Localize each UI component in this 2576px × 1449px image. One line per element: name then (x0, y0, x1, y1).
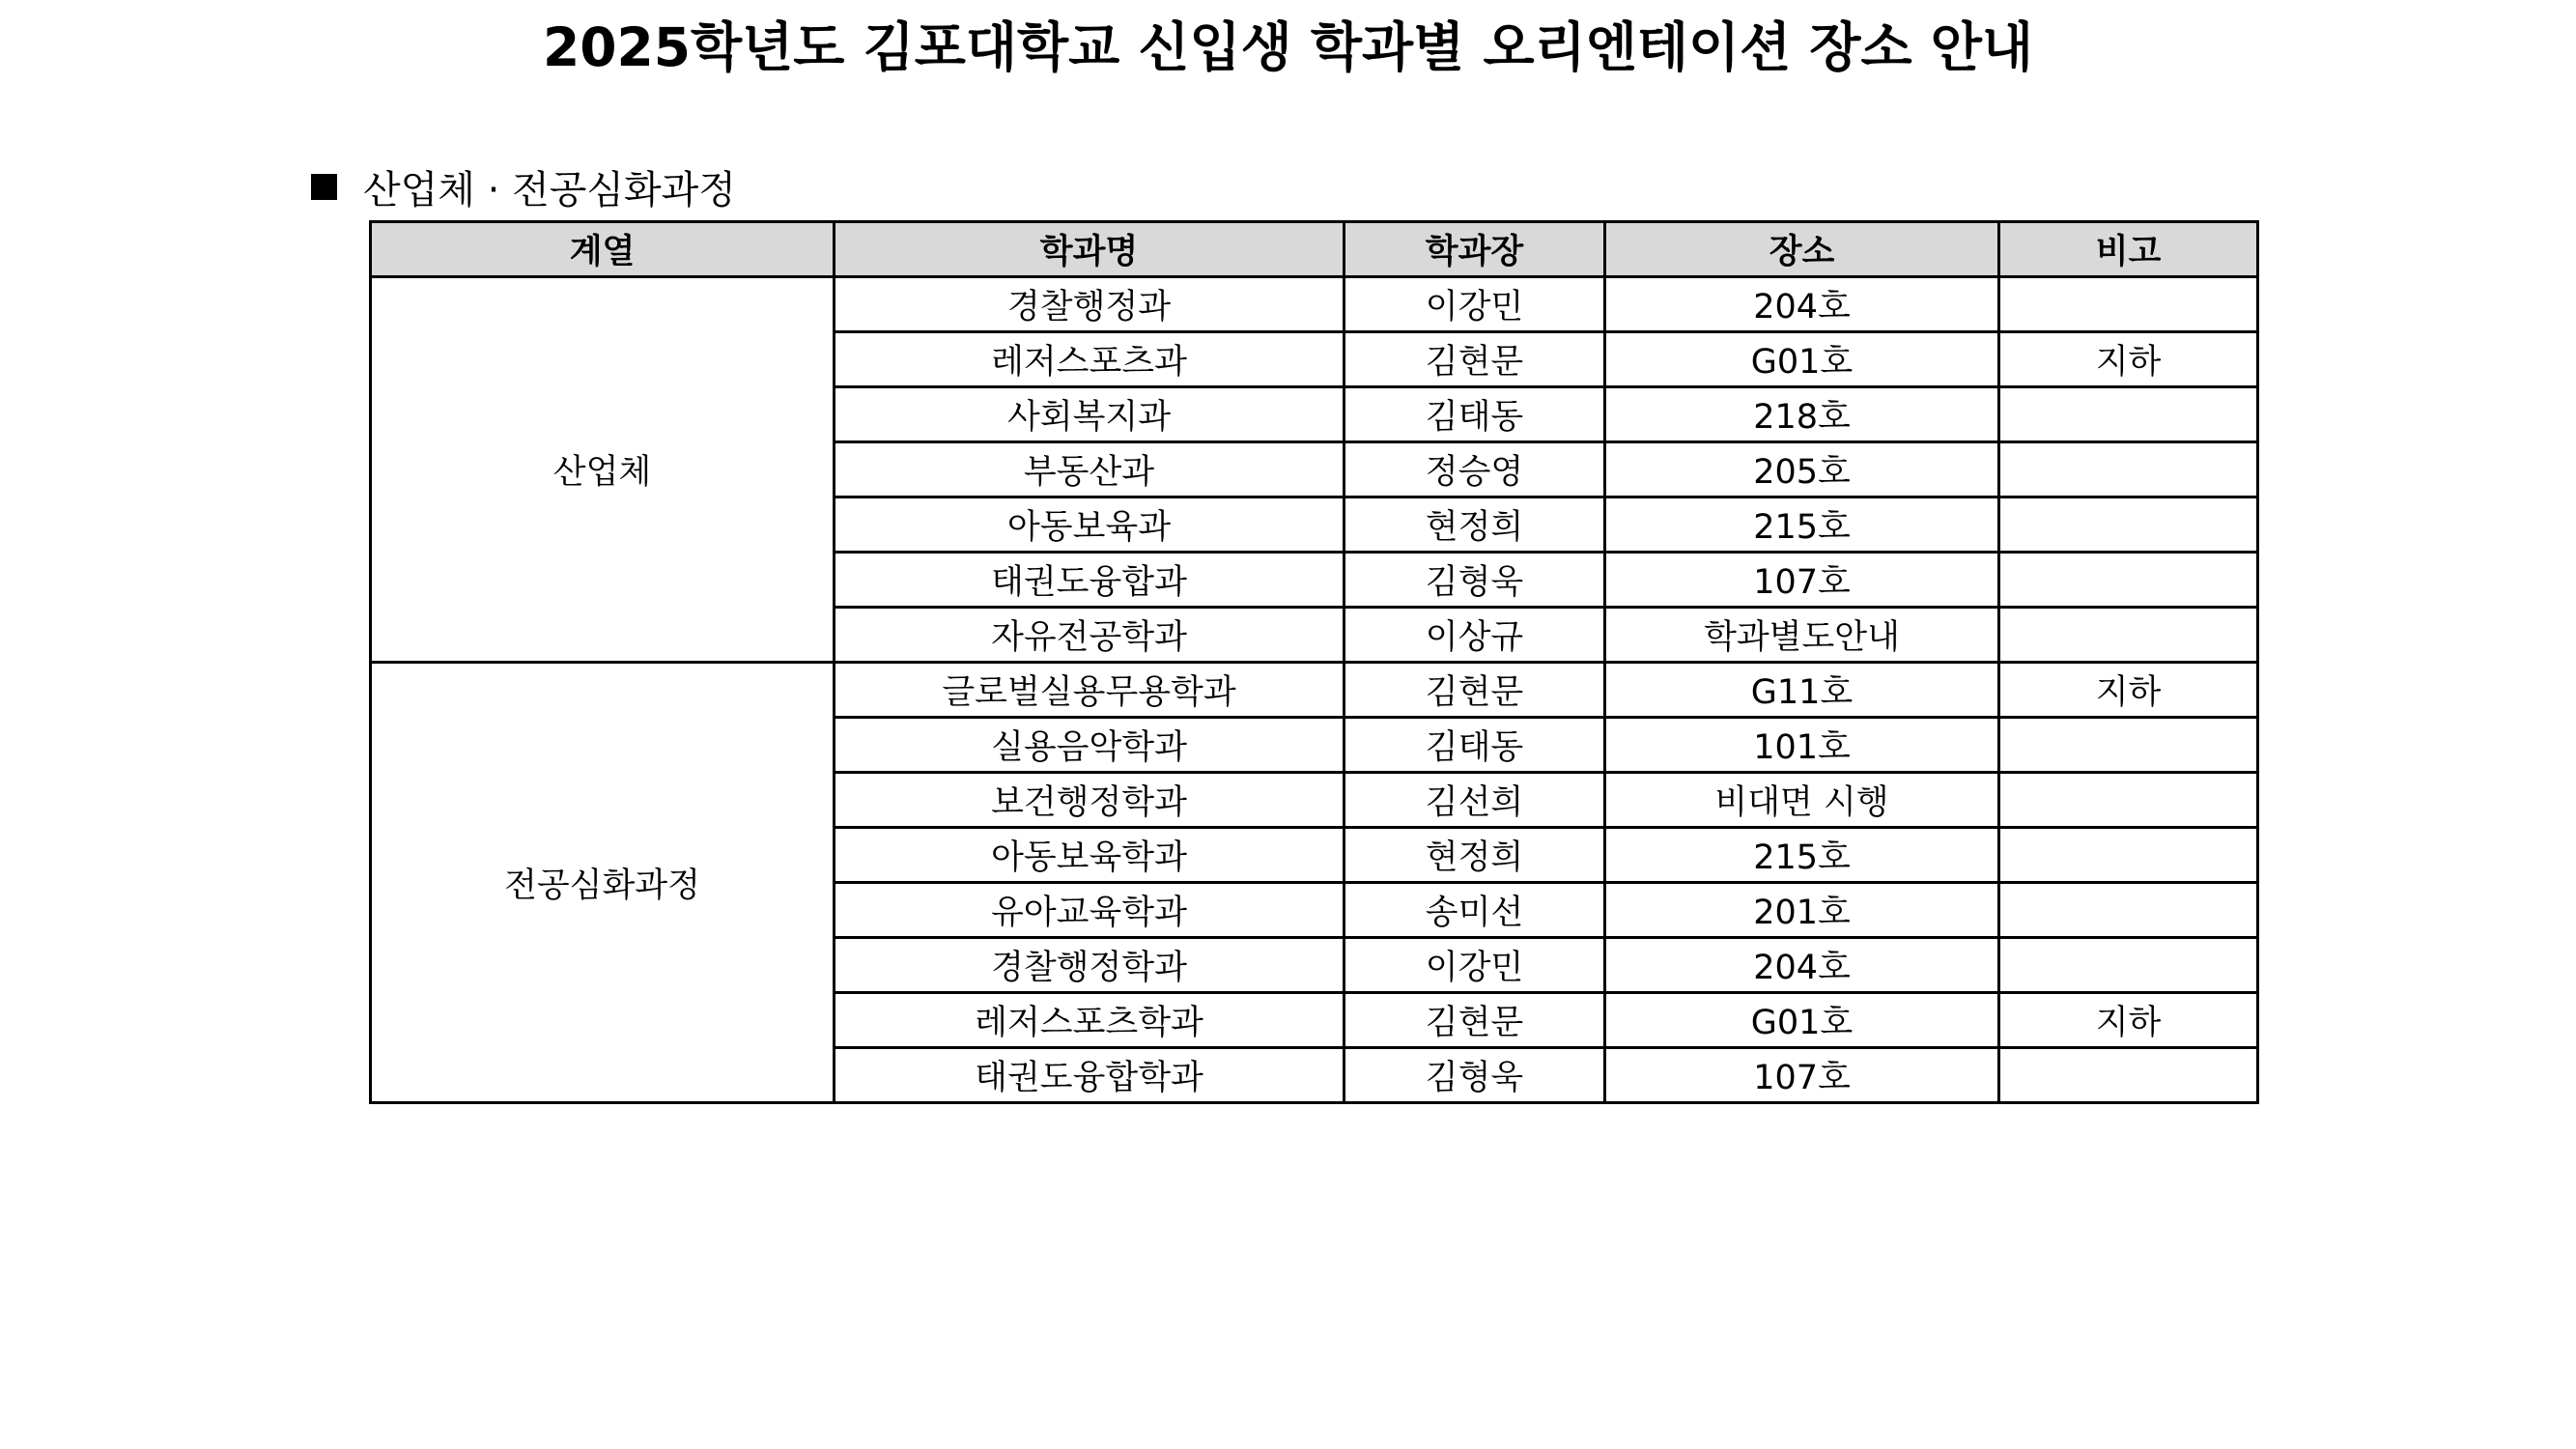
department-cell: 유아교육학과 (835, 883, 1345, 938)
location-cell: 107호 (1605, 1048, 1999, 1103)
header-note: 비고 (1999, 222, 2258, 277)
head-cell: 이강민 (1345, 277, 1605, 332)
location-cell: 107호 (1605, 553, 1999, 608)
department-cell: 경찰행정학과 (835, 938, 1345, 993)
section-heading (311, 156, 736, 216)
group-cell-advanced-major: 전공심화과정 (371, 663, 835, 1103)
department-cell: 레저스포츠과 (835, 332, 1345, 387)
note-cell (1999, 608, 2258, 663)
note-cell (1999, 883, 2258, 938)
location-cell: 204호 (1605, 938, 1999, 993)
head-cell: 김선희 (1345, 773, 1605, 828)
header-category: 계열 (371, 222, 835, 277)
head-cell: 송미선 (1345, 883, 1605, 938)
location-cell: 학과별도안내 (1605, 608, 1999, 663)
note-cell (1999, 1048, 2258, 1103)
head-cell: 현정희 (1345, 828, 1605, 883)
table-header (371, 222, 2258, 277)
head-cell: 현정희 (1345, 497, 1605, 553)
department-cell: 레저스포츠학과 (835, 993, 1345, 1048)
location-cell: 205호 (1605, 442, 1999, 497)
location-cell: 비대면 시행 (1605, 773, 1999, 828)
location-cell: 201호 (1605, 883, 1999, 938)
note-cell: 지하 (1999, 663, 2258, 718)
header-department: 학과명 (835, 222, 1345, 277)
location-cell: 215호 (1605, 828, 1999, 883)
location-cell: G01호 (1605, 993, 1999, 1048)
note-cell (1999, 553, 2258, 608)
head-cell: 김형욱 (1345, 553, 1605, 608)
table-body (371, 277, 2258, 1103)
department-cell: 자유전공학과 (835, 608, 1345, 663)
square-bullet-icon (311, 174, 337, 200)
department-cell: 경찰행정과 (835, 277, 1345, 332)
head-cell: 정승영 (1345, 442, 1605, 497)
header-location: 장소 (1605, 222, 1999, 277)
head-cell: 이강민 (1345, 938, 1605, 993)
location-cell: 218호 (1605, 387, 1999, 442)
location-cell: G11호 (1605, 663, 1999, 718)
note-cell: 지하 (1999, 332, 2258, 387)
note-cell (1999, 718, 2258, 773)
note-cell (1999, 938, 2258, 993)
note-cell (1999, 497, 2258, 553)
department-cell: 글로벌실용무용학과 (835, 663, 1345, 718)
location-cell: G01호 (1605, 332, 1999, 387)
department-cell: 아동보육과 (835, 497, 1345, 553)
note-cell (1999, 773, 2258, 828)
group-cell-industry: 산업체 (371, 277, 835, 663)
head-cell: 김현문 (1345, 993, 1605, 1048)
department-cell: 태권도융합과 (835, 553, 1345, 608)
head-cell: 김형욱 (1345, 1048, 1605, 1103)
head-cell: 김태동 (1345, 718, 1605, 773)
section-heading-label: 산업체 · 전공심화과정 (363, 167, 736, 213)
note-cell (1999, 277, 2258, 332)
department-cell: 부동산과 (835, 442, 1345, 497)
table-row (371, 277, 2258, 332)
head-cell: 김현문 (1345, 663, 1605, 718)
department-cell: 태권도융합학과 (835, 1048, 1345, 1103)
head-cell: 김현문 (1345, 332, 1605, 387)
location-cell: 204호 (1605, 277, 1999, 332)
note-cell (1999, 442, 2258, 497)
location-cell: 101호 (1605, 718, 1999, 773)
department-cell: 보건행정학과 (835, 773, 1345, 828)
department-cell: 사회복지과 (835, 387, 1345, 442)
table-row (371, 663, 2258, 718)
department-cell: 아동보육학과 (835, 828, 1345, 883)
header-row (371, 222, 2258, 277)
page-title: 2025학년도 김포대학교 신입생 학과별 오리엔테이션 장소 안내 (542, 16, 2034, 78)
header-department-head: 학과장 (1345, 222, 1605, 277)
note-cell (1999, 828, 2258, 883)
orientation-table (369, 220, 2259, 1104)
head-cell: 이상규 (1345, 608, 1605, 663)
head-cell: 김태동 (1345, 387, 1605, 442)
location-cell: 215호 (1605, 497, 1999, 553)
note-cell (1999, 387, 2258, 442)
note-cell: 지하 (1999, 993, 2258, 1048)
department-cell: 실용음악학과 (835, 718, 1345, 773)
